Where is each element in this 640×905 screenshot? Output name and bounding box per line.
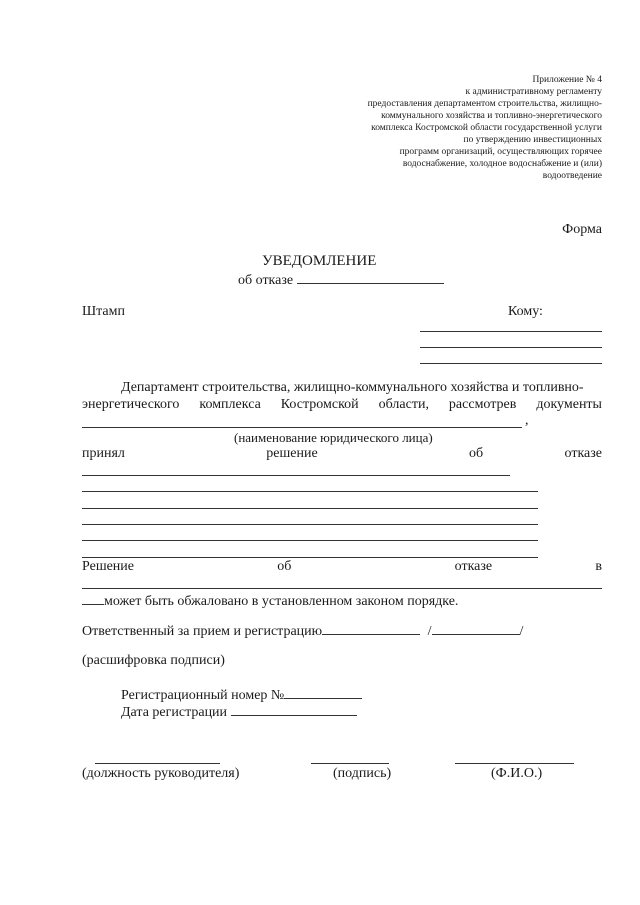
appendix-line: к административному регламенту <box>465 87 602 97</box>
appeal-word: в <box>595 559 602 574</box>
reason-line-2[interactable] <box>82 491 538 492</box>
intro-line-1: Департамент строительства, жилищно-коммунального хозяйства и топливно- <box>121 380 584 395</box>
reason-line-6[interactable] <box>82 557 538 558</box>
appendix-line: предоставления департаментом строительства, жилищно- <box>367 99 602 109</box>
appendix-line: Приложение № 4 <box>532 75 602 85</box>
appendix-line: комплекса Костромской области государственной услуги <box>371 123 602 133</box>
appeal-tail <box>82 591 458 610</box>
reg-date-label: Дата регистрации <box>121 705 228 720</box>
entity-comma: , <box>525 413 529 428</box>
position-caption: (должность руководителя) <box>82 766 240 781</box>
appendix-line: по утверждению инвестиционных <box>463 135 602 145</box>
intro-word: области, <box>378 397 429 412</box>
recipient-label: Кому: <box>508 304 543 319</box>
appeal-word: об <box>277 559 292 574</box>
recipient-line-1[interactable] <box>420 331 602 332</box>
name-field[interactable] <box>455 763 574 764</box>
reason-line-5[interactable] <box>82 540 538 541</box>
intro-word: документы <box>536 397 602 412</box>
recipient-line-2[interactable] <box>420 347 602 348</box>
decision-word: отказе <box>564 446 602 461</box>
entity-caption: (наименование юридического лица) <box>234 430 433 445</box>
decision-word: об <box>469 446 484 461</box>
intro-word: комплекса <box>199 397 261 412</box>
appeal-word: отказе <box>454 559 493 574</box>
subtitle <box>238 270 444 289</box>
decision-word: решение <box>266 446 318 461</box>
reason-line-4[interactable] <box>82 524 538 525</box>
refusal-subject-field[interactable] <box>297 270 444 284</box>
reason-line-1[interactable] <box>82 475 510 476</box>
reg-date-row <box>121 702 357 721</box>
form-label: Форма <box>562 222 602 237</box>
reg-number-label: Регистрационный номер № <box>121 688 285 703</box>
appendix-header <box>368 74 602 182</box>
intro-word: энергетического <box>82 397 180 412</box>
document-title: УВЕДОМЛЕНИЕ <box>262 253 377 269</box>
slash: / <box>427 624 432 639</box>
responsible-name-field[interactable] <box>432 621 520 635</box>
intro-word: Костромской <box>280 397 359 412</box>
position-field[interactable] <box>95 763 220 764</box>
subtitle-text: об отказе <box>238 273 294 288</box>
responsible-label: Ответственный за прием и регистрацию <box>82 624 323 639</box>
signature-caption: (подпись) <box>333 766 392 781</box>
slash: / <box>519 624 524 639</box>
appendix-line: программ организаций, осуществляющих горячее <box>399 147 602 157</box>
reg-number-field[interactable] <box>284 685 362 699</box>
recipient-line-3[interactable] <box>420 363 602 364</box>
stamp-label: Штамп <box>82 304 125 319</box>
appeal-row <box>82 559 602 575</box>
appendix-line: водоотведение <box>542 171 602 181</box>
signature-field[interactable] <box>311 763 389 764</box>
reg-date-field[interactable] <box>231 702 357 716</box>
signature-decode-caption: (расшифровка подписи) <box>82 653 225 668</box>
intro-word: рассмотрев <box>448 397 517 412</box>
appeal-prefix-field[interactable] <box>82 591 104 605</box>
responsible-row <box>82 621 523 640</box>
entity-name-field[interactable] <box>82 427 522 428</box>
responsible-signature-field[interactable] <box>322 621 420 635</box>
reason-line-3[interactable] <box>82 508 538 509</box>
decision-row <box>82 446 602 462</box>
appeal-tail-text: может быть обжаловано в установленном законом порядке. <box>104 594 459 609</box>
appendix-line: водоснабжение, холодное водоснабжение и (или) <box>402 159 602 169</box>
decision-word: принял <box>82 446 125 461</box>
appendix-line: коммунального хозяйства и топливно-энергетического <box>381 111 602 121</box>
name-caption: (Ф.И.О.) <box>491 766 543 781</box>
intro-line-2 <box>82 397 602 413</box>
appeal-line[interactable] <box>82 588 602 589</box>
appeal-word: Решение <box>82 559 135 574</box>
